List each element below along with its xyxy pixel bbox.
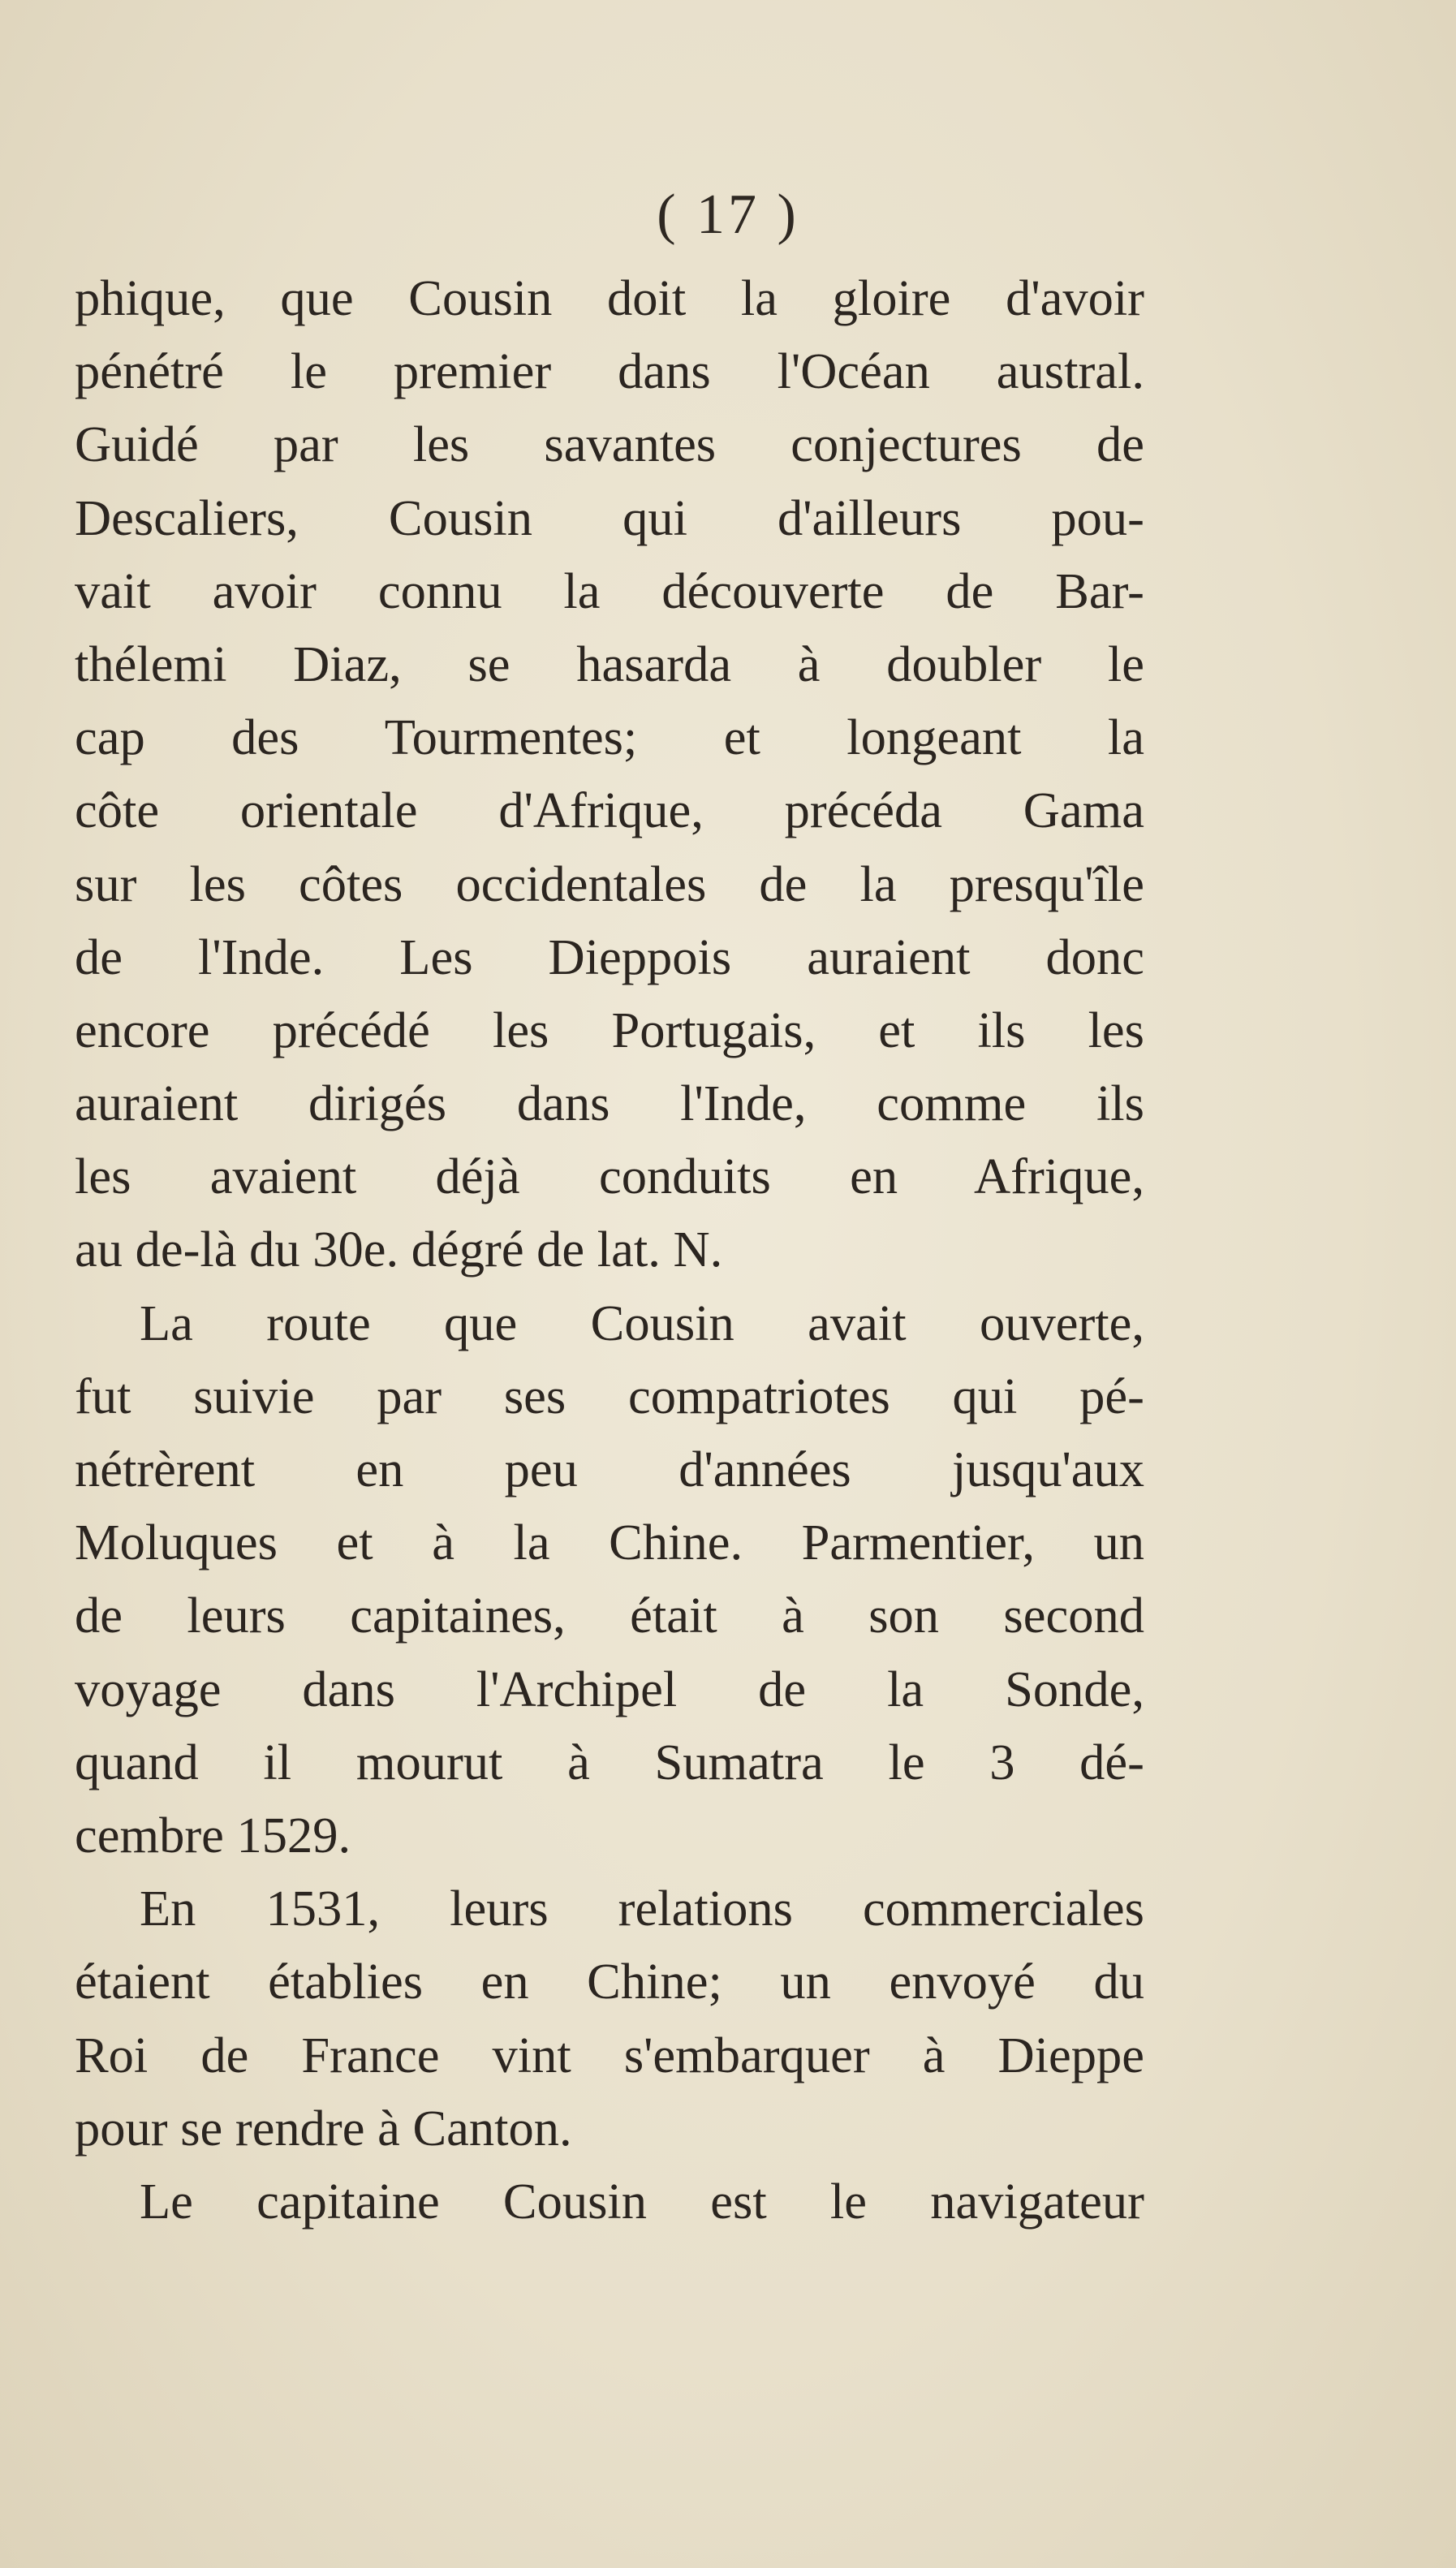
text-line-2: pénétré le premier dans l'Océan austral. xyxy=(75,343,1144,400)
text-line-8: côte orientale d'Afrique, précéda Gama xyxy=(75,782,1144,839)
text-line-18: Moluques et à la Chine. Parmentier, un xyxy=(75,1514,1144,1571)
text-line-27: Le capitaine Cousin est le navigateur xyxy=(140,2172,1144,2230)
text-line-1: phique, que Cousin doit la gloire d'avoir xyxy=(75,269,1144,326)
text-line-11: encore précédé les Portugais, et ils les xyxy=(75,1001,1144,1058)
text-line-16: fut suivie par ses compatriotes qui pé- xyxy=(75,1367,1144,1424)
body-text xyxy=(75,261,1144,2238)
text-line-12: auraient dirigés dans l'Inde, comme ils xyxy=(75,1075,1144,1132)
text-line-19: de leurs capitaines, était à son second xyxy=(75,1587,1144,1644)
text-line-5: vait avoir connu la découverte de Bar- xyxy=(75,562,1144,619)
text-line-24: étaient établies en Chine; un envoyé du xyxy=(75,1953,1144,2010)
text-line-4: Descaliers, Cousin qui d'ailleurs pou- xyxy=(75,489,1144,546)
text-line-3: Guidé par les savantes conjectures de xyxy=(75,416,1144,473)
text-line-13: les avaient déjà conduits en Afrique, xyxy=(75,1148,1144,1205)
text-line-22: cembre 1529. xyxy=(75,1806,351,1864)
page-number: ( 17 ) xyxy=(657,183,799,246)
text-line-6: thélemi Diaz, se hasarda à doubler le xyxy=(75,635,1144,692)
text-line-26: pour se rendre à Canton. xyxy=(75,2099,572,2157)
text-line-10: de l'Inde. Les Dieppois auraient donc xyxy=(75,928,1144,985)
text-line-23: En 1531, leurs relations commerciales xyxy=(140,1880,1144,1937)
text-line-17: nétrèrent en peu d'années jusqu'aux xyxy=(75,1441,1144,1497)
text-line-21: quand il mourut à Sumatra le 3 dé- xyxy=(75,1733,1144,1790)
text-line-20: voyage dans l'Archipel de la Sonde, xyxy=(75,1660,1144,1717)
text-line-9: sur les côtes occidentales de la presqu'île xyxy=(75,855,1144,912)
text-line-15: La route que Cousin avait ouverte, xyxy=(140,1294,1144,1351)
text-line-7: cap des Tourmentes; et longeant la xyxy=(75,709,1144,766)
text-line-25: Roi de France vint s'embarquer à Dieppe xyxy=(75,2026,1144,2083)
text-line-14: au de-là du 30e. dégré de lat. N. xyxy=(75,1221,723,1278)
